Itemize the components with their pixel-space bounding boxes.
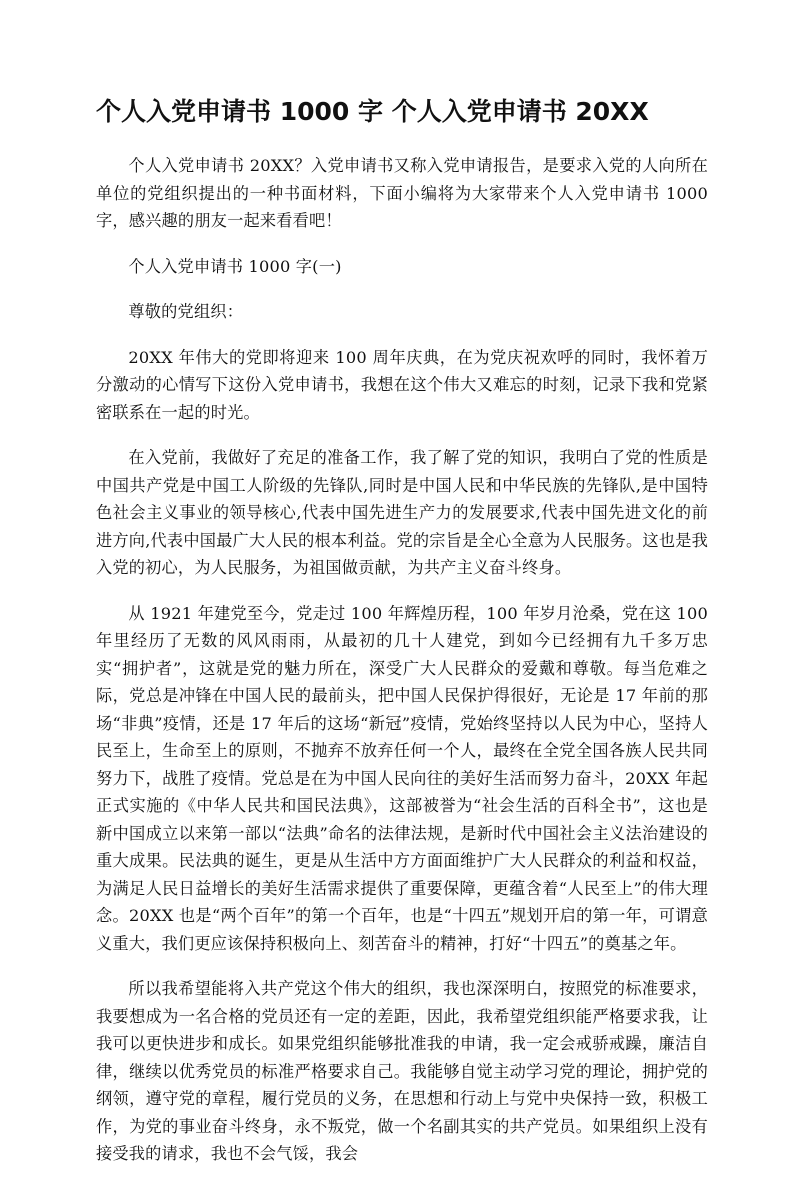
body-paragraph: 从 1921 年建党至今，党走过 100 年辉煌历程，100 年岁月沧桑，党在这 100 年里经历了无数的风风雨雨，从最初的几十人建党，到如今已经拥有九千多万忠实“拥护者”，这就是党的魅力所在，深受广大人民群众的爱戴和尊敬。每当危难之际，党总是冲锋在中国人民的最前头，把中国人民保护得很好，无论是 17 年前的那场“非典”疫情，还是 17 年后的这场“新冠”疫情，党始终坚持以人民为中心，坚持人民至上，生命至上的原则，不抛弃不放弃任何一个人，最终在全党全国各族人民共同努力下，战胜了疫情。党总是在为中国人民向往的美好生活而努力奋斗，20XX 年起正式实施的《中华人民共和国民法典》，这部被誉为“社会生活的百科全书”，这也是新中国成立以来第一部以“法典”命名的法律法规，是新时代中国社会主义法治建设的重大成果。民法典的诞生，更是从生活中方方面面维护广大人民群众的利益和权益，为满足人民日益增长的美好生活需求提供了重要保障，更蕴含着“人民至上”的伟大理念。20XX 也是“两个百年”的第一个百年，也是“十四五”规划开启的第一年，可谓意义重大，我们更应该保持积极向上、刻苦奋斗的精神，打好“十四五”的奠基之年。: [96, 603, 708, 953]
intro-paragraph: 个人入党申请书 20XX？入党申请书又称入党申请报告，是要求入党的人向所在单位的党组织提出的一种书面材料，下面小编将为大家带来个人入党申请书 1000 字，感兴趣的朋友一起来看看吧！: [96, 156, 708, 230]
body-paragraph: 在入党前，我做好了充足的准备工作，我了解了党的知识，我明白了党的性质是中国共产党是中国工人阶级的先锋队,同时是中国人民和中华民族的先锋队,是中国特色社会主义事业的领导核心,代表中国先进生产力的发展要求,代表中国先进文化的前进方向,代表中国最广大人民的根本利益。党的宗旨是全心全意为人民服务。这也是我入党的初心，为人民服务，为祖国做贡献，为共产主义奋斗终身。: [96, 448, 708, 577]
body-paragraph: 所以我希望能将入共产党这个伟大的组织，我也深深明白，按照党的标准要求，我要想成为一名合格的党员还有一定的差距，因此，我希望党组织能严格要求我，让我可以更快进步和成长。如果党组织能够批准我的申请，我一定会戒骄戒躁，廉洁自律，继续以优秀党员的标准严格要求自己。我能够自觉主动学习党的理论，拥护党的纲领，遵守党的章程，履行党员的义务，在思想和行动上与党中央保持一致，积极工作，为党的事业奋斗终身，永不叛党，做一个名副其实的共产党员。如果组织上没有接受我的请求，我也不会气馁，我会: [96, 979, 708, 1163]
section-heading: 个人入党申请书 1000 字(一): [128, 256, 342, 276]
document-title: 个人入党申请书 1000 字 个人入党申请书 20XX: [96, 97, 649, 126]
salutation: 尊敬的党组织：: [128, 302, 244, 321]
document-body: [96, 152, 708, 1186]
body-paragraph: 20XX 年伟大的党即将迎来 100 周年庆典，在为党庆祝欢呼的同时，我怀着万分激动的心情写下这份入党申请书，我想在这个伟大又难忘的时刻，记录下我和党紧密联系在一起的时光。: [96, 347, 708, 422]
